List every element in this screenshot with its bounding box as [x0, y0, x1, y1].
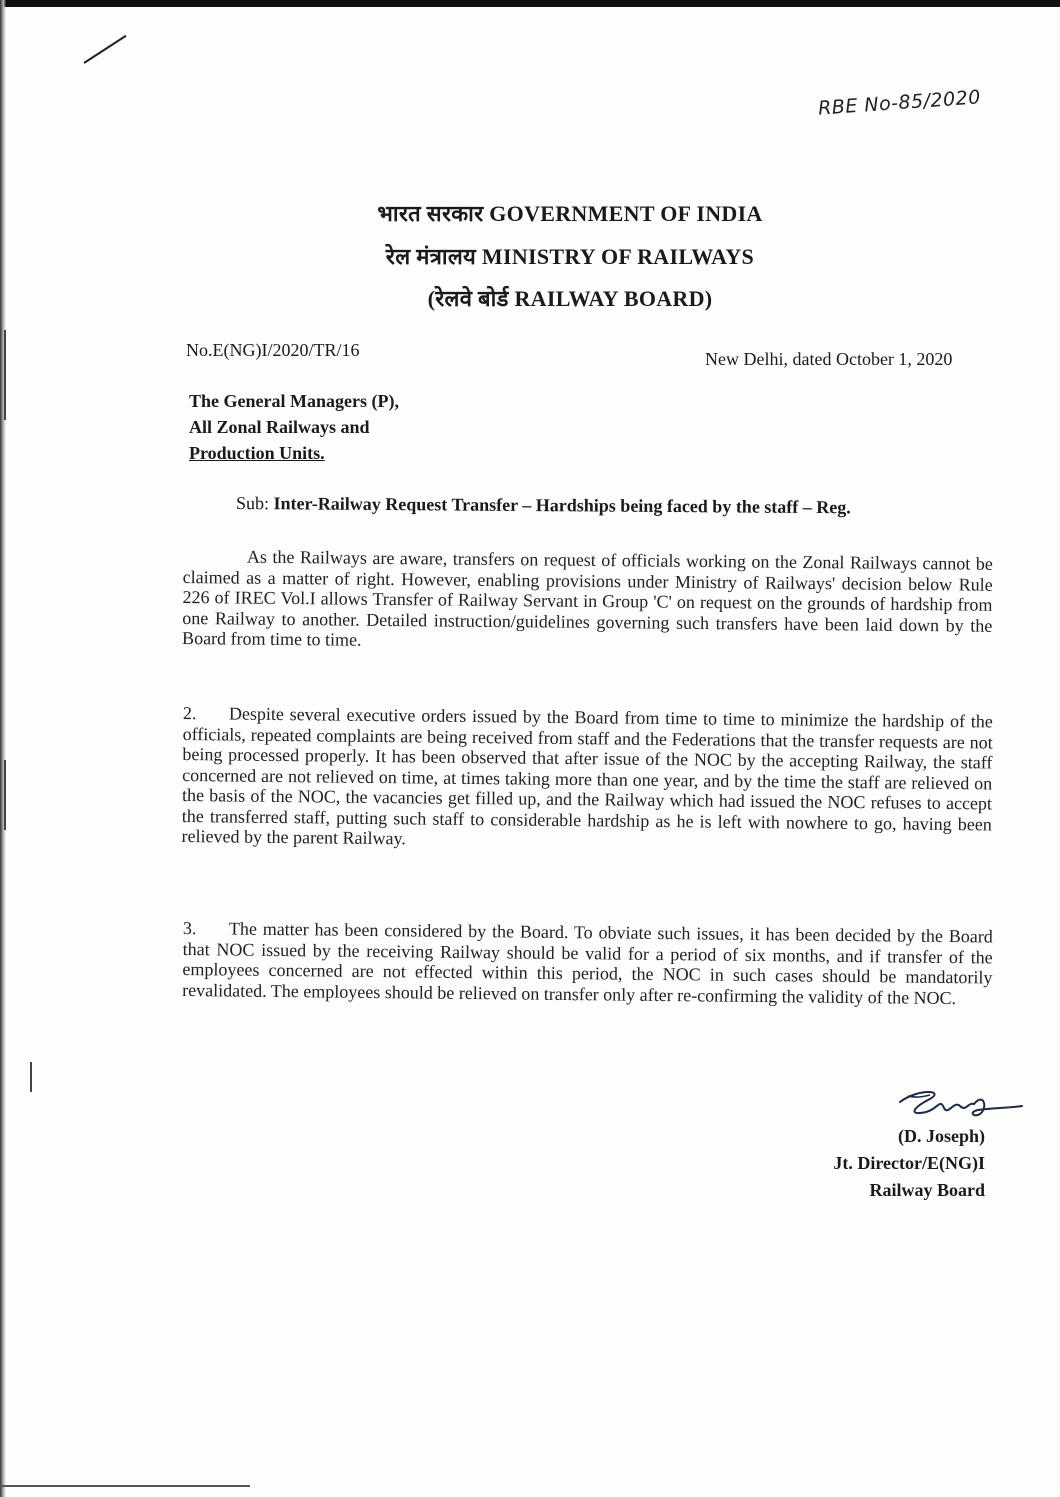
- header-ministry: रेल मंत्रालय MINISTRY OF RAILWAYS: [385, 244, 755, 269]
- addressee-block: [189, 388, 399, 466]
- scan-top-border: [0, 0, 1060, 7]
- header-government: भारत सरकार GOVERNMENT OF INDIA: [377, 201, 763, 226]
- subject-prefix: Sub:: [235, 493, 270, 514]
- paragraph-3: [182, 918, 993, 1008]
- scan-artifact: [4, 330, 6, 420]
- header-board: (रेलवे बोर्ड RAILWAY BOARD): [427, 286, 713, 311]
- scan-artifact: [4, 760, 6, 830]
- signature-block: [795, 1123, 985, 1204]
- handwritten-reference: RBE No-85/2020: [817, 86, 982, 120]
- paragraph-text: As the Railways are aware, transfers on request of officials working on the Zonal Railways cannot be claimed as a matter of right. However, enabling provisions under Ministry of Railways' decision below Rule 226 of IREC Vol.I allows Transfer of Railway Servant in Group 'C' on request on the grounds of hardship from one Railway to another. Detailed instruction/guidelines governing such transfers have been laid down by the Board from time to time.: [182, 546, 993, 650]
- addressee-line: The General Managers (P),: [189, 391, 399, 411]
- scan-artifact: [0, 1485, 250, 1487]
- subject-text: Inter-Railway Request Transfer – Hardships being faced by the staff – Reg.: [273, 493, 851, 518]
- addressee-line: Production Units.: [189, 443, 325, 463]
- reference-number: No.E(NG)I/2020/TR/16: [186, 340, 360, 360]
- signatory-designation: Jt. Director/E(NG)I: [833, 1153, 985, 1173]
- scan-artifact: [30, 1062, 32, 1092]
- signatory-name: (D. Joseph): [897, 1126, 985, 1146]
- paragraph-1: [182, 546, 993, 656]
- paragraph-2: [181, 703, 992, 855]
- paragraph-text: The matter has been considered by the Board. To obviate such issues, it has been decided by the Board that NOC issued by the receiving Railway should be valid for a period of six months, and if transfer of the employees concerned are not effected within this period, the NOC in such cases should be mandatorily revalidated. The employees should be relieved on transfer only after re-confirming the validity of the NOC.: [182, 918, 993, 1008]
- paragraph-number: 3.: [182, 918, 197, 939]
- subject-line: [236, 493, 851, 518]
- paragraph-text: Despite several executive orders issued by the Board from time to time to minimize the hardship of the officials, repeated complaints are being received from staff and the Federations that the transfer requests are not being processed properly. It has been observed that after issue of the NOC by the accepting Railway, the staff concerned are not relieved on time, at times taking more than one year, and by the time the staff are relieved on the basis of the NOC, the vacancies get filled up, and the Railway which had issued the NOC refuses to accept the transferred staff, putting such staff to considerable hardship as he is left with nowhere to go, having been relieved by the parent Railway.: [181, 703, 993, 849]
- scan-left-shadow: [0, 0, 6, 1497]
- addressee-line: All Zonal Railways and: [189, 417, 370, 437]
- paragraph-number: 2.: [182, 703, 197, 724]
- signatory-office: Railway Board: [869, 1180, 985, 1200]
- tick-mark-icon: [83, 35, 126, 64]
- issue-date: New Delhi, dated October 1, 2020: [705, 349, 953, 369]
